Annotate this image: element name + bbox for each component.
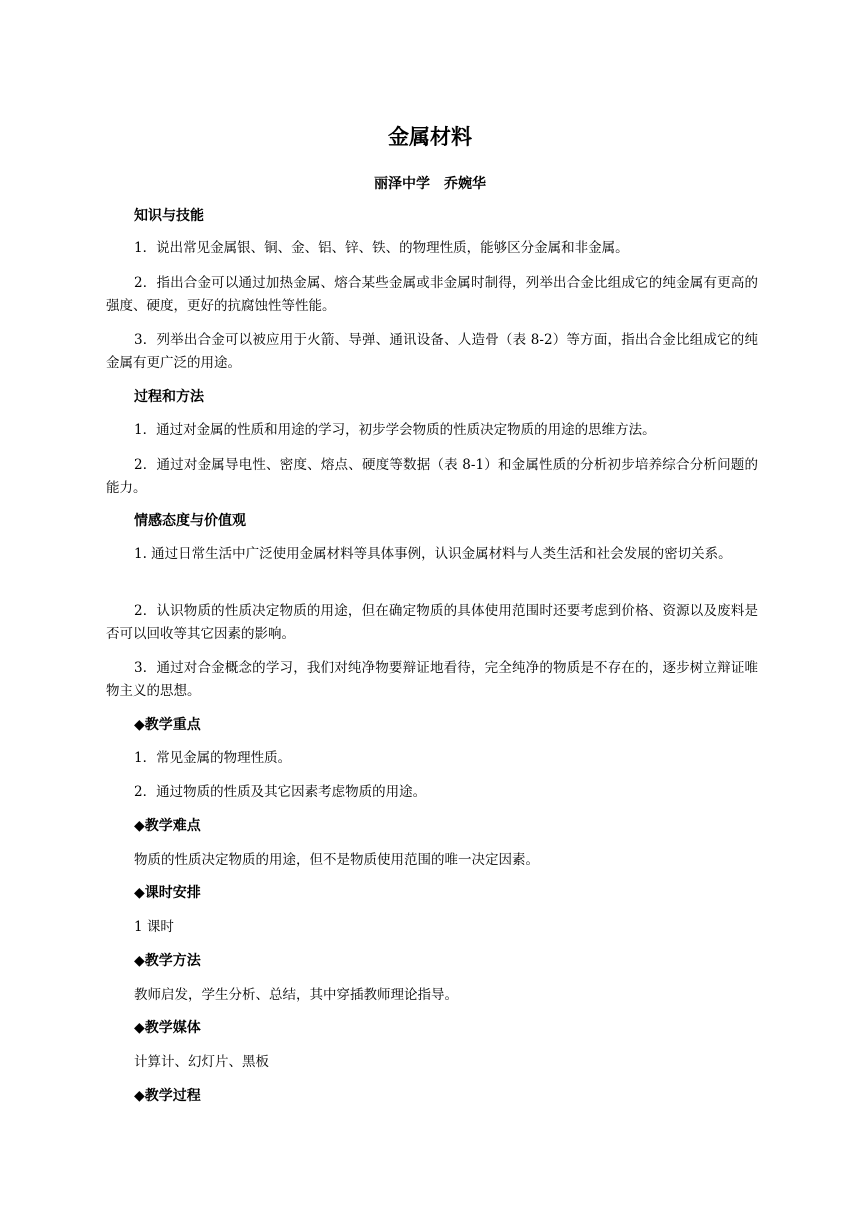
media-text: 计算计、幻灯片、黑板 xyxy=(134,1054,269,1070)
document-author: 丽泽中学 乔婉华 xyxy=(374,176,486,192)
section-heading-knowledge: 知识与技能 xyxy=(134,208,204,224)
process-item-2: 2．通过对金属导电性、密度、熔点、硬度等数据（表 8-1）和金属性质的分析初步培养综合分析问题的能力。 xyxy=(106,457,758,496)
document-title: 金属材料 xyxy=(388,125,472,149)
heading-difficulty: ◆教学难点 xyxy=(134,818,201,834)
schedule-text: 1 课时 xyxy=(134,919,174,935)
key-point-item-2: 2．通过物质的性质及其它因素考虑物质的用途。 xyxy=(134,784,427,800)
heading-media: ◆教学媒体 xyxy=(134,1020,201,1036)
method-text: 教师启发，学生分析、总结，其中穿插教师理论指导。 xyxy=(134,987,458,1003)
emotion-item-1: 1. 通过日常生活中广泛使用金属材料等具体事例，认识金属材料与人类生活和社会发展的密切关系。 xyxy=(134,546,732,562)
heading-key-points: ◆教学重点 xyxy=(134,717,201,733)
knowledge-item-1: 1．说出常见金属银、铜、金、铝、锌、铁、的物理性质，能够区分金属和非金属。 xyxy=(134,240,629,256)
knowledge-item-2: 2．指出合金可以通过加热金属、熔合某些金属或非金属时制得，列举出合金比组成它的纯金属有更高的强度、硬度，更好的抗腐蚀性等性能。 xyxy=(106,275,758,314)
process-item-1: 1．通过对金属的性质和用途的学习，初步学会物质的性质决定物质的用途的思维方法。 xyxy=(134,422,656,438)
section-heading-process: 过程和方法 xyxy=(134,389,204,405)
key-point-item-1: 1．常见金属的物理性质。 xyxy=(134,750,292,766)
heading-schedule: ◆课时安排 xyxy=(134,885,201,901)
difficulty-text: 物质的性质决定物质的用途，但不是物质使用范围的唯一决定因素。 xyxy=(134,852,539,868)
heading-procedure: ◆教学过程 xyxy=(134,1088,201,1104)
section-heading-emotion: 情感态度与价值观 xyxy=(134,513,246,529)
emotion-item-2: 2．认识物质的性质决定物质的用途，但在确定物质的具体使用范围时还要考虑到价格、资源以及废料是否可以回收等其它因素的影响。 xyxy=(106,603,758,642)
knowledge-item-3: 3．列举出合金可以被应用于火箭、导弹、通讯设备、人造骨（表 8-2）等方面，指出合金比组成它的纯金属有更广泛的用途。 xyxy=(106,332,758,371)
emotion-item-3: 3．通过对合金概念的学习，我们对纯净物要辩证地看待，完全纯净的物质是不存在的，逐步树立辩证唯物主义的思想。 xyxy=(106,660,758,699)
heading-method: ◆教学方法 xyxy=(134,953,201,969)
